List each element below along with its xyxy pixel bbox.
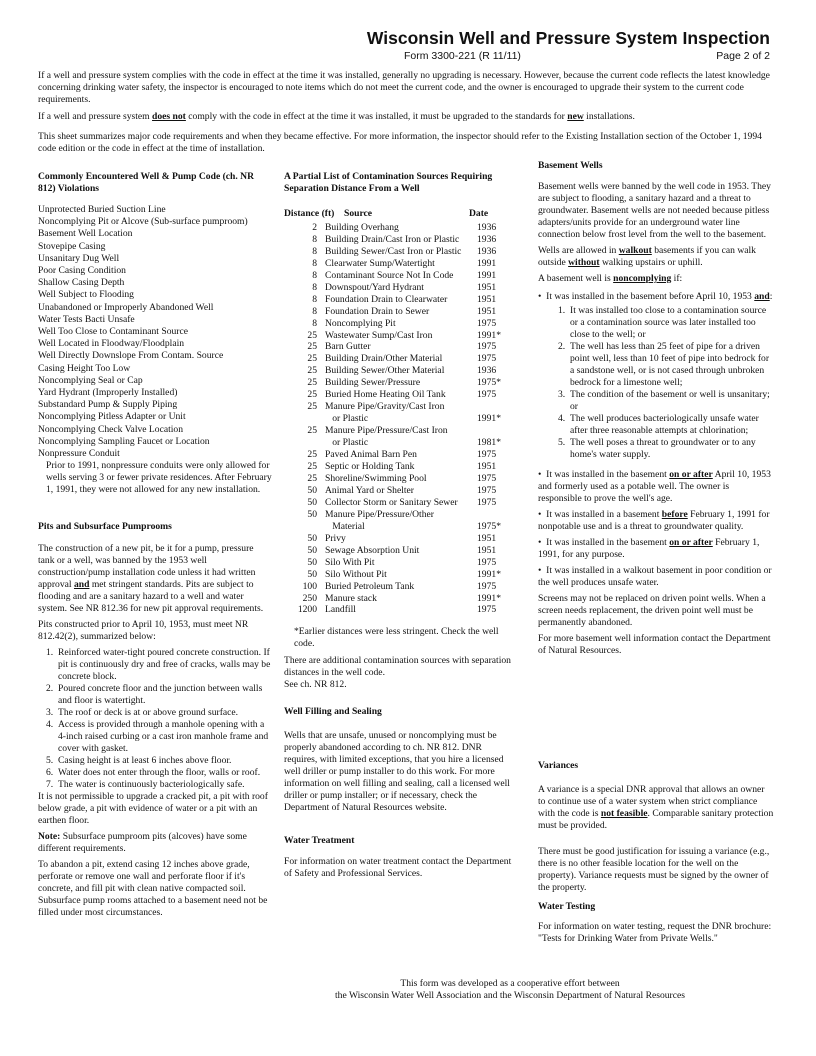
table-row (284, 604, 514, 616)
contamination-table-header (284, 208, 514, 220)
treatment-section (284, 835, 514, 880)
distance-cell: 25 (307, 461, 317, 473)
table-row (284, 246, 514, 258)
source-cell: Collector Storm or Sanitary Sewer (325, 496, 458, 508)
contamination-see: See ch. NR 812. (284, 679, 347, 691)
table-row (284, 569, 514, 581)
item-number: 6. (46, 767, 54, 778)
table-row (284, 270, 514, 282)
basement-paragraph-2: Wells are allowed in walkout basements if you can walk outside without walking upstairs or uphill. (538, 245, 756, 268)
violation-item: Well Directly Downslope From Contam. Source (38, 350, 224, 362)
distance-cell: 25 (307, 425, 317, 437)
date-cell: 1975 (477, 580, 497, 592)
date-cell: 1981* (477, 437, 501, 449)
source-cell: Downspout/Yard Hydrant (325, 281, 424, 293)
violation-item: Noncomplying Check Valve Location (38, 423, 184, 435)
table-row (284, 389, 514, 401)
source-cell: Building Sewer/Other Material (325, 365, 445, 377)
item-number: 4. (46, 719, 54, 730)
table-row (284, 306, 514, 318)
table-row (284, 509, 514, 521)
distance-cell: 25 (307, 472, 317, 484)
table-row (284, 485, 514, 497)
distance-cell: 25 (307, 401, 317, 413)
item-number: 4. (558, 413, 566, 424)
pits-paragraph-3: It is not permissible to upgrade a cracked pit, a pit with roof below grade, a pit with evidence of water or a pit with an earthen floor. (38, 791, 268, 826)
violations-heading: Commonly Encountered Well & Pump Code (ch. NR 812) Violations (38, 171, 255, 194)
violation-item: Noncomplying Pit or Alcove (Sub-surface pumproom) (38, 216, 248, 228)
item-text: The water is continuously bacteriologically safe. (58, 779, 245, 790)
numbered-item (558, 305, 774, 341)
date-cell: 1975 (477, 556, 497, 568)
source-cell: Paved Animal Barn Pen (325, 449, 417, 461)
basement-bullet-4: • It was installed in the basement on or after February 1, 1991, for any purpose. (538, 537, 760, 560)
source-cell: Manure stack (325, 592, 377, 604)
variances-paragraph-2: There must be good justification for issuing a variance (e.g., there is no other feasible location for the well on the property). Variance requests must be signed by the owner of the property. (538, 846, 770, 893)
source-cell: Sewage Absorption Unit (325, 544, 420, 556)
source-cell: Manure Pipe/Pressure/Other (325, 508, 434, 520)
filling-section (284, 706, 514, 814)
violation-item: Nonpressure Conduit (38, 448, 120, 460)
distance-cell: 50 (307, 544, 317, 556)
item-text: The well has less than 25 feet of pipe for a driven point well, less than 10 feet of pipe into bedrock for a sandstone well, or is not cased through unbroken bedrock for a limestone well; (570, 341, 770, 388)
pits-paragraph-1: The construction of a new pit, be it for a pump, pressure tank or a well, was banned by the 1953 well construction/pump installation code unless it had written approval and met stringent standards. Pits are subject to flooding and are a sanitary hazard to a well and water system. See NR 812.36 for new pit approval requirements. (38, 543, 264, 614)
date-cell: 1936 (477, 233, 497, 245)
numbered-item (46, 767, 272, 779)
numbered-item (46, 779, 272, 791)
source-cell: Buried Petroleum Tank (325, 580, 415, 592)
date-cell (477, 401, 507, 413)
table-row (284, 557, 514, 569)
date-cell: 1975 (477, 496, 497, 508)
distance-cell: 50 (307, 568, 317, 580)
pits-note: Note: Subsurface pumproom pits (alcoves) have some different requirements. (38, 831, 247, 854)
variances-paragraph-1: A variance is a special DNR approval that allows an owner to continue use of a water system when strict compliance with the code is not feasible. Comparable sanitary protection must be provided. (538, 784, 774, 831)
source-cell: Building Overhang (325, 221, 399, 233)
item-text: Casing height is at least 6 inches above floor. (58, 755, 232, 766)
contamination-rows (284, 222, 514, 616)
violation-item: Casing Height Too Low (38, 362, 131, 374)
table-row (284, 377, 514, 389)
intro-paragraph-3: This sheet summarizes major code requirements and when they became effective. For more information, the inspector should refer to the Existing Installation section of the October 1, 1994 code edition or the code in effect at the time of installation. (38, 131, 762, 154)
treatment-heading: Water Treatment (284, 835, 355, 846)
date-cell: 1975 (477, 341, 497, 353)
variances-heading: Variances (538, 760, 579, 771)
source-cell: Noncomplying Pit (325, 317, 396, 329)
source-cell: or Plastic (325, 437, 369, 449)
violation-item: Yard Hydrant (Improperly Installed) (38, 387, 178, 399)
source-cell: Foundation Drain to Clearwater (325, 293, 448, 305)
treatment-text: For information on water treatment contact the Department of Safety and Professional Services. (284, 856, 512, 879)
violation-item: Water Tests Bacti Unsafe (38, 313, 135, 325)
item-number: 7. (46, 779, 54, 790)
violation-item: Unsanitary Dug Well (38, 252, 120, 264)
testing-heading: Water Testing (538, 901, 596, 912)
distance-cell: 25 (307, 353, 317, 365)
date-cell: 1975 (477, 449, 497, 461)
source-cell: Clearwater Sump/Watertight (325, 257, 435, 269)
distance-cell: 8 (312, 293, 317, 305)
violation-item: Noncomplying Seal or Cap (38, 374, 143, 386)
conduit-note: Prior to 1991, nonpressure conduits were only allowed for wells serving 3 or fewer private residences. After February 1, 1991, they were not allowed for any new installation. (46, 460, 272, 496)
item-number: 1. (558, 305, 566, 316)
source-cell: Building Sewer/Pressure (325, 377, 421, 389)
date-cell: 1936 (477, 221, 497, 233)
table-row (284, 234, 514, 246)
col-source: Source (344, 208, 373, 219)
item-text: The roof or deck is at or above ground surface. (58, 707, 239, 718)
table-row (284, 437, 514, 449)
violation-item: Well Located in Floodway/Floodplain (38, 338, 185, 350)
distance-cell (284, 437, 325, 449)
basement-paragraph-3: A basement well is noncomplying if: (538, 273, 683, 284)
date-cell: 1975 (477, 484, 497, 496)
table-row (284, 330, 514, 342)
numbered-item (46, 755, 272, 767)
variances-section (538, 760, 774, 894)
source-cell: Animal Yard or Shelter (325, 484, 414, 496)
source-cell: Manure Pipe/Pressure/Cast Iron (325, 425, 448, 437)
footer (250, 978, 770, 1002)
date-cell: 1975* (477, 377, 501, 389)
source-cell: Foundation Drain to Sewer (325, 305, 430, 317)
basement-bullet-2: • It was installed in the basement on or after April 10, 1953 and formerly used as a potable well. The owner is responsible to prove the well's age. (538, 469, 771, 504)
intro-paragraph-1: If a well and pressure system complies with the code in effect at the time it was installed, generally no upgrading is necessary. However, because the current code reflects the latest knowledge concerning drinking water safety, the inspector is encouraged to note items which do not meet the current code, and the owner is encouraged to upgrade their system to the current code requirements. (38, 70, 770, 105)
date-cell: 1991 (477, 269, 497, 281)
source-cell: Silo With Pit (325, 556, 375, 568)
table-row (284, 533, 514, 545)
distance-cell: 50 (307, 496, 317, 508)
item-number: 1. (46, 647, 54, 658)
item-text: The condition of the basement or well is unsanitary; or (570, 389, 770, 412)
numbered-item (46, 719, 272, 755)
source-cell: Landfill (325, 604, 356, 616)
numbered-item (558, 341, 774, 389)
date-cell: 1991* (477, 568, 501, 580)
footer-line-2: the Wisconsin Water Well Association and the Wisconsin Department of Natural Resources (335, 990, 685, 1001)
table-row (284, 521, 514, 533)
numbered-item (46, 707, 272, 719)
item-number: 3. (558, 389, 566, 400)
source-cell: or Plastic (325, 413, 369, 425)
distance-cell (284, 521, 325, 533)
table-row (284, 318, 514, 330)
date-cell: 1951 (477, 532, 497, 544)
item-number: 2. (46, 683, 54, 694)
contamination-more: There are additional contamination sources with separation distances in the well code. (284, 655, 511, 679)
numbered-item (558, 437, 774, 461)
table-row (284, 581, 514, 593)
date-cell: 1975 (477, 353, 497, 365)
distance-cell: 50 (307, 532, 317, 544)
distance-cell: 25 (307, 341, 317, 353)
table-row (284, 222, 514, 234)
violation-item: Noncomplying Sampling Faucet or Location (38, 435, 210, 447)
violation-item: Shallow Casing Depth (38, 277, 125, 289)
date-cell: 1975 (477, 472, 497, 484)
table-row (284, 593, 514, 605)
item-text: Water does not enter through the floor, walls or roof. (58, 767, 261, 778)
basement-paragraph-5: For more basement well information contact the Department of Natural Resources. (538, 633, 771, 656)
basement-bullet-1: • It was installed in the basement before April 10, 1953 and: (538, 291, 773, 302)
source-cell: Material (325, 520, 365, 532)
date-cell: 1991* (477, 592, 501, 604)
date-cell (477, 509, 507, 521)
intro-paragraph-2: If a well and pressure system does not comply with the code in effect at the time it was installed, it must be upgraded to the standards for new installations. (38, 111, 635, 122)
distance-cell: 8 (312, 281, 317, 293)
distance-cell: 50 (307, 508, 317, 520)
distance-cell: 50 (307, 556, 317, 568)
basement-bullet-3: • It was installed in a basement before February 1, 1991 for nonpotable use and is a threat to groundwater quality. (538, 509, 770, 532)
pit-requirements-list (38, 647, 272, 791)
distance-cell: 250 (302, 592, 317, 604)
date-cell: 1951 (477, 544, 497, 556)
contamination-section (284, 171, 514, 691)
item-text: The well produces bacteriologically unsafe water after three reasonable attempts at chlorination; (570, 413, 759, 436)
table-row (284, 353, 514, 365)
date-cell: 1975* (477, 520, 501, 532)
distance-cell: 25 (307, 389, 317, 401)
testing-section (538, 901, 774, 945)
date-cell (477, 425, 507, 437)
source-cell: Barn Gutter (325, 341, 371, 353)
distance-cell: 25 (307, 449, 317, 461)
contamination-heading: A Partial List of Contamination Sources Requiring Separation Distance From a Well (284, 171, 493, 194)
item-text: Reinforced water-tight poured concrete construction. If pit is continuously dry and free of cracks, walls may be concrete block. (58, 647, 271, 682)
page-indicator: Page 2 of 2 (716, 50, 770, 62)
contamination-footnote: *Earlier distances were less stringent. Check the well code. (294, 626, 499, 650)
table-row (284, 413, 514, 425)
source-cell: Privy (325, 532, 346, 544)
date-cell: 1936 (477, 365, 497, 377)
table-row (284, 401, 514, 413)
date-cell: 1975 (477, 604, 497, 616)
pits-paragraph-4: To abandon a pit, extend casing 12 inches above grade, perforate or remove one wall and perforate floor if it's concrete, and fill pit with clean native compacted soil. Subsurface pump rooms attached to a basement need not be filled under most circumstances. (38, 859, 268, 918)
numbered-item (46, 683, 272, 707)
footer-line-1: This form was developed as a cooperative effort between (400, 978, 620, 989)
table-row (284, 461, 514, 473)
table-row (284, 341, 514, 353)
basement-section (538, 160, 774, 657)
testing-text: For information on water testing, request the DNR brochure: "Tests for Drinking Water from Private Wells." (538, 921, 772, 944)
date-cell: 1951 (477, 293, 497, 305)
violations-section (38, 171, 272, 496)
distance-cell: 8 (312, 257, 317, 269)
distance-cell: 8 (312, 317, 317, 329)
item-text: The well poses a threat to groundwater or to any home's water supply. (570, 437, 756, 460)
table-row (284, 449, 514, 461)
basement-heading: Basement Wells (538, 160, 603, 171)
numbered-item (558, 389, 774, 413)
distance-cell: 8 (312, 305, 317, 317)
distance-cell: 100 (302, 580, 317, 592)
filling-text: Wells that are unsafe, unused or noncomplying must be properly abandoned according to ch. NR 812. DNR requires, with limited exceptions, that you hire a licensed well driller or pump installer to do this work. For more information on well filling and sealing, call a licensed well driller or pump installer; or if necessary, check the Department of Natural Resources website. (284, 730, 510, 813)
violation-item: Substandard Pump & Supply Piping (38, 399, 178, 411)
violation-item: Noncomplying Pitless Adapter or Unit (38, 411, 186, 423)
source-cell: Building Drain/Other Material (325, 353, 443, 365)
numbered-item (46, 647, 272, 683)
violation-item: Well Subject to Flooding (38, 289, 134, 301)
form-number: Form 3300-221 (R 11/11) (404, 50, 521, 62)
table-row (284, 258, 514, 270)
basement-bullet-5: • It was installed in a walkout basement in poor condition or the well produces unsafe water. (538, 565, 772, 588)
date-cell: 1951 (477, 305, 497, 317)
source-cell: Silo Without Pit (325, 568, 387, 580)
distance-cell: 25 (307, 329, 317, 341)
page-title: Wisconsin Well and Pressure System Inspection (366, 28, 770, 48)
date-cell: 1936 (477, 245, 497, 257)
distance-cell (284, 413, 325, 425)
col-distance: Distance (ft) (284, 208, 335, 219)
item-number: 2. (558, 341, 566, 352)
table-row (284, 282, 514, 294)
table-row (284, 497, 514, 509)
table-row (284, 545, 514, 557)
distance-cell: 25 (307, 377, 317, 389)
distance-cell: 8 (312, 233, 317, 245)
violation-item: Unprotected Buried Suction Line (38, 204, 166, 215)
distance-cell: 2 (312, 221, 317, 233)
source-cell: Buried Home Heating Oil Tank (325, 389, 446, 401)
source-cell: Septic or Holding Tank (325, 461, 415, 473)
item-number: 5. (46, 755, 54, 766)
violation-item: Well Too Close to Contaminant Source (38, 326, 188, 338)
date-cell: 1991* (477, 329, 501, 341)
source-cell: Wastewater Sump/Cast Iron (325, 329, 433, 341)
violations-list (38, 204, 272, 460)
date-cell: 1951 (477, 281, 497, 293)
source-cell: Shoreline/Swimming Pool (325, 472, 427, 484)
violation-item: Poor Casing Condition (38, 265, 126, 277)
basement-paragraph-4: Screens may not be replaced on driven point wells. When a screen needs replacement, the driven point well must be permanently abandoned. (538, 593, 766, 628)
item-number: 3. (46, 707, 54, 718)
date-cell: 1991* (477, 413, 501, 425)
date-cell: 1951 (477, 461, 497, 473)
numbered-item (558, 413, 774, 437)
source-cell: Contaminant Source Not In Code (325, 269, 454, 281)
item-text: Poured concrete floor and the junction between walls and floor is watertight. (58, 683, 263, 706)
contamination-table (284, 208, 514, 616)
distance-cell: 1200 (297, 604, 317, 616)
item-text: It was installed too close to a contamination source or a contamination source was later installed too close to the well; or (570, 305, 767, 340)
source-cell: Building Drain/Cast Iron or Plastic (325, 233, 460, 245)
table-row (284, 473, 514, 485)
pits-heading: Pits and Subsurface Pumprooms (38, 521, 172, 532)
distance-cell: 8 (312, 245, 317, 257)
table-row (284, 365, 514, 377)
date-cell: 1975 (477, 317, 497, 329)
table-row (284, 425, 514, 437)
col-date: Date (469, 208, 489, 219)
pits-section (38, 521, 272, 919)
source-cell: Manure Pipe/Gravity/Cast Iron (325, 401, 445, 413)
violation-item: Stovepipe Casing (38, 240, 106, 252)
table-row (284, 294, 514, 306)
item-number: 5. (558, 437, 566, 448)
date-cell: 1991 (477, 257, 497, 269)
source-cell: Building Sewer/Cast Iron or Plastic (325, 245, 462, 257)
violation-item: Basement Well Location (38, 228, 133, 240)
violation-item: Unabandoned or Improperly Abandoned Well (38, 301, 214, 313)
basement-paragraph-1: Basement wells were banned by the well code in 1953. They are subject to flooding, a sanitary hazard and a threat to groundwater. Basement wells are not needed because pitless adapters/units provide for an underground water line connection below frost level from the well to the basement. (538, 181, 771, 240)
distance-cell: 50 (307, 484, 317, 496)
distance-cell: 25 (307, 365, 317, 377)
date-cell: 1975 (477, 389, 497, 401)
pits-paragraph-2: Pits constructed prior to April 10, 1953, must meet NR 812.42(2), summarized below: (38, 619, 249, 642)
basement-conditions-list (538, 305, 774, 461)
distance-cell: 8 (312, 269, 317, 281)
filling-heading: Well Filling and Sealing (284, 706, 382, 717)
item-text: Access is provided through a manhole opening with a 4-inch raised curbing or a cast iron manhole frame and cover with gasket. (58, 719, 269, 754)
